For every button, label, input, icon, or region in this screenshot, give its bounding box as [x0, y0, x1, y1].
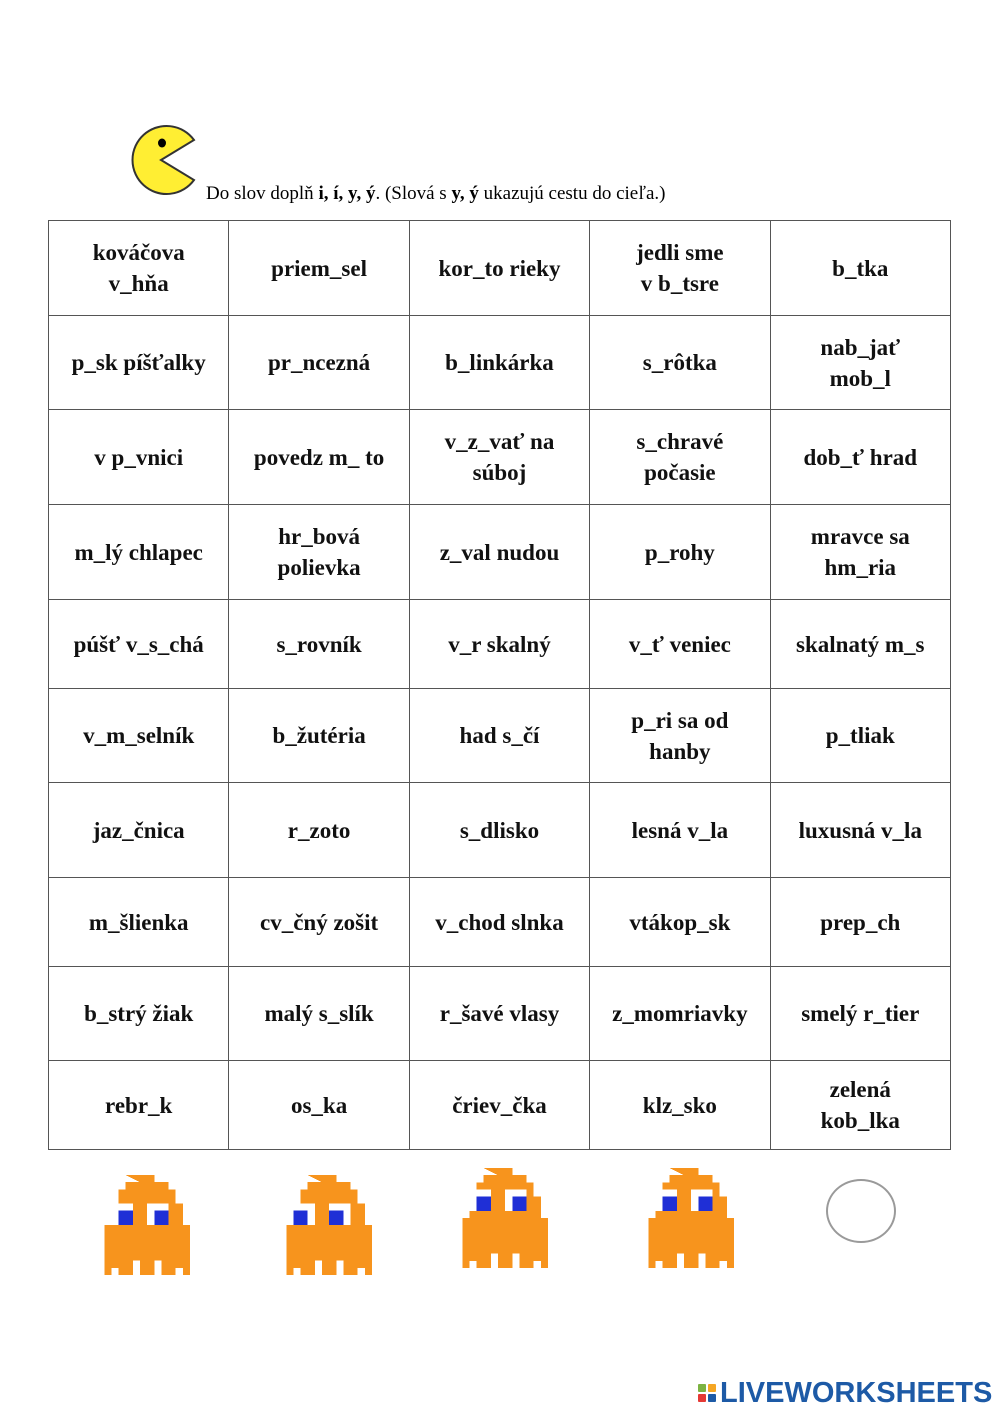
- ghost-icon[interactable]: [90, 1175, 190, 1275]
- word-cell[interactable]: hr_bová polievka: [229, 505, 409, 600]
- word-cell[interactable]: v_chod slnka: [409, 878, 589, 967]
- word-cell[interactable]: p_ri sa od hanby: [590, 689, 770, 783]
- grid-row: [49, 600, 951, 689]
- word-cell[interactable]: b_strý žiak: [49, 967, 229, 1061]
- word-grid: [48, 220, 951, 1150]
- grid-row: [49, 1061, 951, 1150]
- word-cell[interactable]: s_rôtka: [590, 316, 770, 410]
- word-cell[interactable]: r_šavé vlasy: [409, 967, 589, 1061]
- word-cell[interactable]: prep_ch: [770, 878, 950, 967]
- liveworksheets-logo: [698, 1377, 992, 1409]
- grid-row: [49, 221, 951, 316]
- word-cell[interactable]: m_šlienka: [49, 878, 229, 967]
- word-cell[interactable]: b_žutéria: [229, 689, 409, 783]
- word-cell[interactable]: v p_vnici: [49, 410, 229, 505]
- word-cell[interactable]: jedli sme v b_tsre: [590, 221, 770, 316]
- word-cell[interactable]: mravce sa hm_ria: [770, 505, 950, 600]
- grid-row: [49, 783, 951, 878]
- word-cell[interactable]: v_z_vať na súboj: [409, 410, 589, 505]
- grid-row: [49, 967, 951, 1061]
- word-cell[interactable]: priem_sel: [229, 221, 409, 316]
- word-cell[interactable]: skalnatý m_s: [770, 600, 950, 689]
- word-cell[interactable]: povedz m_ to: [229, 410, 409, 505]
- word-cell[interactable]: p_rohy: [590, 505, 770, 600]
- word-cell[interactable]: z_val nudou: [409, 505, 589, 600]
- grid-row: [49, 410, 951, 505]
- word-cell[interactable]: púšť v_s_chá: [49, 600, 229, 689]
- word-cell[interactable]: s_dlisko: [409, 783, 589, 878]
- word-cell[interactable]: s_rovník: [229, 600, 409, 689]
- ghost-icon[interactable]: [634, 1168, 734, 1268]
- instructions-text: Do slov doplň i, í, y, ý. (Slová s y, ý ukazujú cestu do cieľa.): [206, 183, 666, 204]
- word-cell[interactable]: v_r skalný: [409, 600, 589, 689]
- word-cell[interactable]: s_chravé počasie: [590, 410, 770, 505]
- word-cell[interactable]: malý s_slík: [229, 967, 409, 1061]
- word-cell[interactable]: jaz_čnica: [49, 783, 229, 878]
- word-cell[interactable]: os_ka: [229, 1061, 409, 1150]
- grid-row: [49, 878, 951, 967]
- word-cell[interactable]: v_m_selník: [49, 689, 229, 783]
- word-cell[interactable]: v_ť veniec: [590, 600, 770, 689]
- word-cell[interactable]: čriev_čka: [409, 1061, 589, 1150]
- word-cell[interactable]: r_zoto: [229, 783, 409, 878]
- ghost-icon[interactable]: [272, 1175, 372, 1275]
- logo-text: LIVEWORKSHEETS: [720, 1376, 993, 1409]
- pacman-icon: [124, 124, 198, 196]
- word-cell[interactable]: dob_ť hrad: [770, 410, 950, 505]
- word-cell[interactable]: p_tliak: [770, 689, 950, 783]
- word-cell[interactable]: had s_čí: [409, 689, 589, 783]
- word-cell[interactable]: klz_sko: [590, 1061, 770, 1150]
- grid-row: [49, 689, 951, 783]
- word-cell[interactable]: smelý r_tier: [770, 967, 950, 1061]
- word-cell[interactable]: p_sk píšťalky: [49, 316, 229, 410]
- grid-row: [49, 316, 951, 410]
- word-cell[interactable]: z_momriavky: [590, 967, 770, 1061]
- word-cell[interactable]: rebr_k: [49, 1061, 229, 1150]
- word-cell[interactable]: kováčova v_hňa: [49, 221, 229, 316]
- word-cell[interactable]: luxusná v_la: [770, 783, 950, 878]
- word-cell[interactable]: kor_to rieky: [409, 221, 589, 316]
- word-cell[interactable]: zelená kob_lka: [770, 1061, 950, 1150]
- grid-row: [49, 505, 951, 600]
- ghost-icon[interactable]: [448, 1168, 548, 1268]
- word-cell[interactable]: lesná v_la: [590, 783, 770, 878]
- logo-mark-icon: [698, 1384, 716, 1402]
- word-cell[interactable]: m_lý chlapec: [49, 505, 229, 600]
- word-cell[interactable]: vtákop_sk: [590, 878, 770, 967]
- word-cell[interactable]: b_linkárka: [409, 316, 589, 410]
- word-cell[interactable]: cv_čný zošit: [229, 878, 409, 967]
- word-cell[interactable]: b_tka: [770, 221, 950, 316]
- answer-circle[interactable]: [826, 1179, 896, 1243]
- word-cell[interactable]: pr_ncezná: [229, 316, 409, 410]
- word-cell[interactable]: nab_jať mob_l: [770, 316, 950, 410]
